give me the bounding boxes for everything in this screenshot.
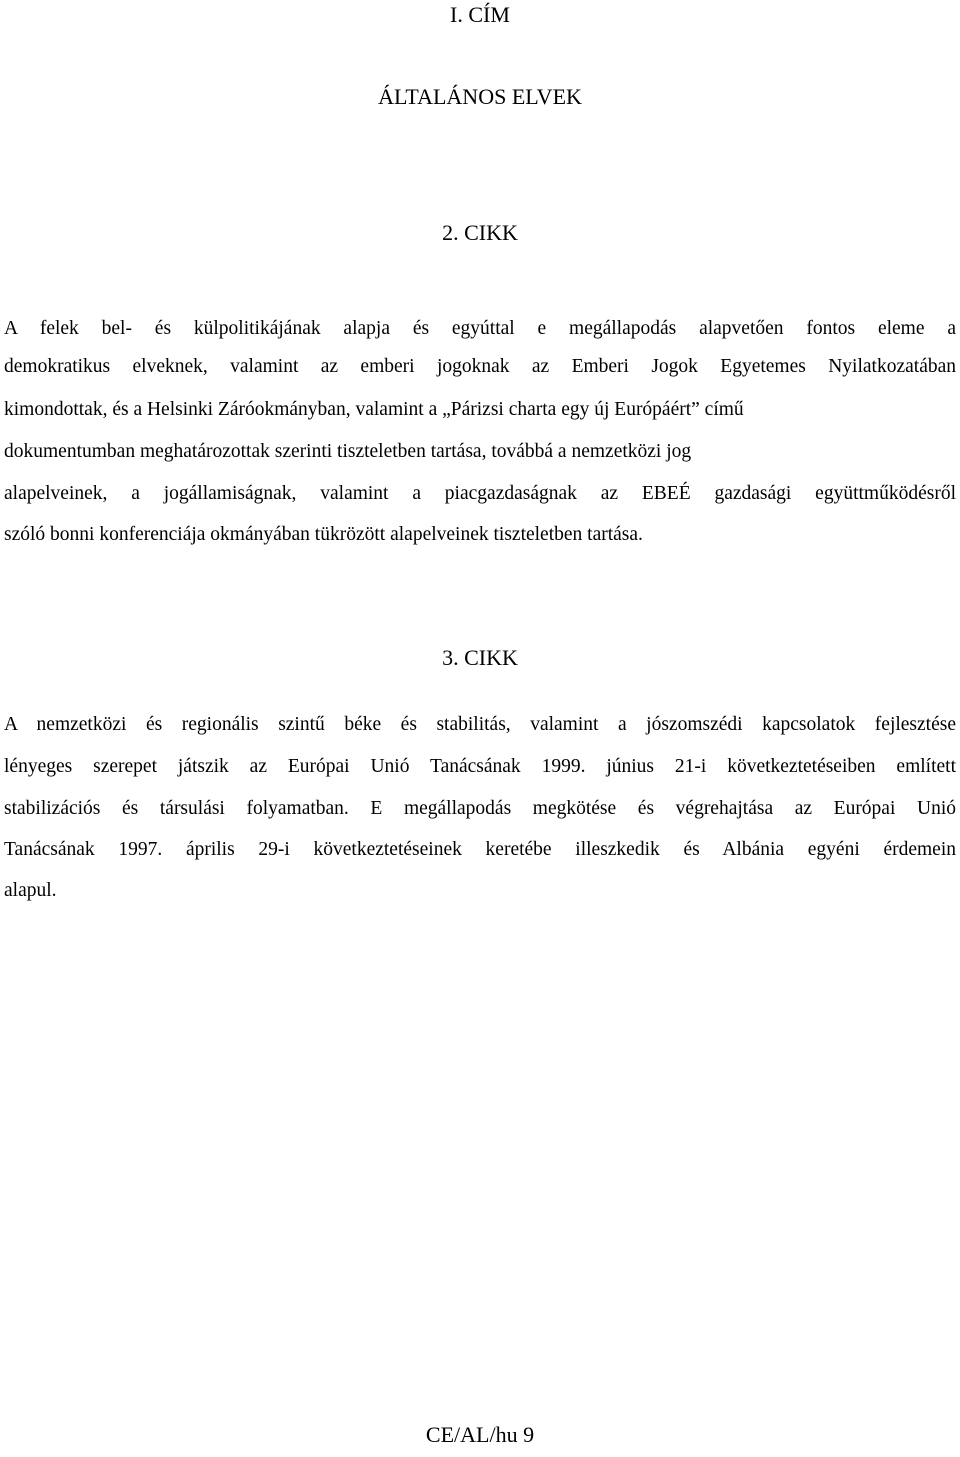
page-footer-reference: CE/AL/hu 9 <box>425 1422 535 1447</box>
paragraph-line: szóló bonni konferenciája okmányában tükrözött alapelveinek tiszteletben tartása. <box>4 524 643 545</box>
paragraph-line: alapelveinek, a jogállamiságnak, valamint a piacgazdaságnak az EBEÉ gazdasági együttműködésről <box>4 483 956 504</box>
article-2-heading: 2. CIKK <box>442 220 518 245</box>
title-heading: I. CÍM <box>450 2 510 27</box>
article-3-heading: 3. CIKK <box>442 645 518 670</box>
paragraph-line: demokratikus elveknek, valamint az emberi jogoknak az Emberi Jogok Egyetemes Nyilatkozatában <box>4 356 956 377</box>
paragraph-line: lényeges szerepet játszik az Európai Unió Tanácsának 1999. június 21-i következtetéseiben említett <box>4 756 956 777</box>
paragraph-line: Tanácsának 1997. április 29-i következtetéseinek keretébe illeszkedik és Albánia egyéni érdemein <box>4 839 956 860</box>
paragraph-line: kimondottak, és a Helsinki Záróokmányban, valamint a „Párizsi charta egy új Európáért” című <box>4 399 744 420</box>
subtitle-heading: ÁLTALÁNOS ELVEK <box>378 84 582 109</box>
paragraph-line: A felek bel- és külpolitikájának alapja és egyúttal e megállapodás alapvetően fontos eleme a <box>4 318 956 339</box>
paragraph-line: dokumentumban meghatározottak szerinti tiszteletben tartása, továbbá a nemzetközi jog <box>4 441 692 462</box>
paragraph-line: A nemzetközi és regionális szintű béke és stabilitás, valamint a jószomszédi kapcsolatok fejlesztése <box>4 714 956 735</box>
paragraph-line: stabilizációs és társulási folyamatban. E megállapodás megkötése és végrehajtása az Európai Unió <box>4 798 956 819</box>
paragraph-line: alapul. <box>4 880 57 901</box>
